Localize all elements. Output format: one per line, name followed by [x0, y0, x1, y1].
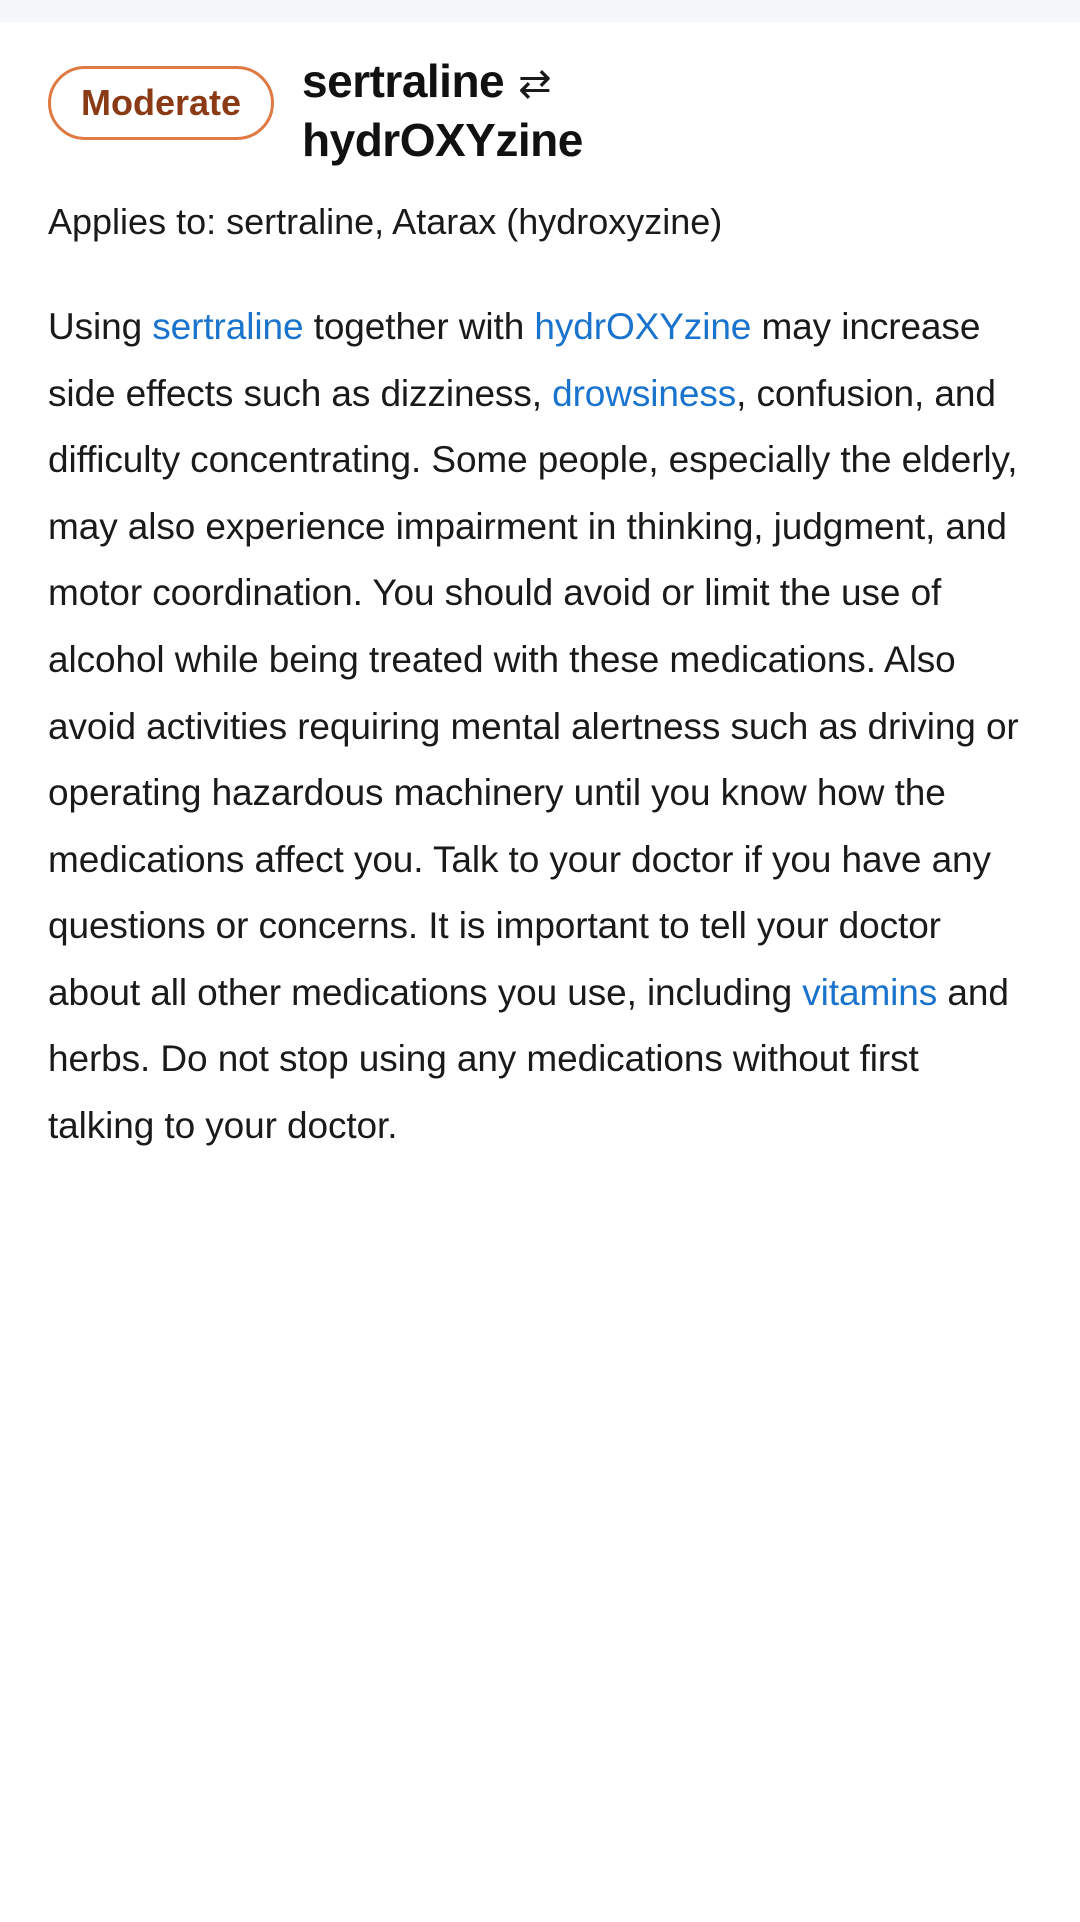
link-sertraline[interactable]: sertraline: [152, 305, 304, 347]
description-part-5: and herbs. Do not stop using any medications without first talking to your doctor.: [48, 971, 1009, 1147]
drug-name-secondary: hydrOXYzine: [302, 113, 583, 166]
applies-to-text: Applies to: sertraline, Atarax (hydroxyzine): [48, 200, 723, 242]
page-title: [302, 52, 1032, 170]
status-badge: Moderate: [48, 66, 274, 140]
link-vitamins[interactable]: vitamins: [802, 971, 938, 1013]
content-area: [0, 22, 1080, 1160]
description-part-2: together with: [303, 305, 535, 347]
top-strip: [0, 0, 1080, 22]
swap-icon[interactable]: ⇄: [518, 62, 552, 106]
drug-name-primary: sertraline: [302, 55, 505, 107]
interaction-description: [48, 294, 1032, 1160]
link-drowsiness[interactable]: drowsiness: [552, 372, 737, 414]
description-part-3: may increase side effects such as dizziness,: [48, 305, 981, 414]
interaction-header: [48, 22, 1032, 170]
link-hydroxyzine[interactable]: hydrOXYzine: [534, 305, 752, 347]
drug-pair-title: [302, 52, 1032, 170]
description-part-1: Using: [48, 305, 153, 347]
description-part-4: , confusion, and difficulty concentrating. Some people, especially the elderly, may also experience impairment in thinking, judgment, and motor coordination. You should avoid or limit the use of alcohol while being treated with these medications. Also avoid activities requiring mental alertness such as driving or operating hazardous machinery until you know how the medications affect you. Talk to your doctor if you have any questions or concerns. It is important to tell your doctor about all other medications you use, including: [48, 372, 1019, 1013]
